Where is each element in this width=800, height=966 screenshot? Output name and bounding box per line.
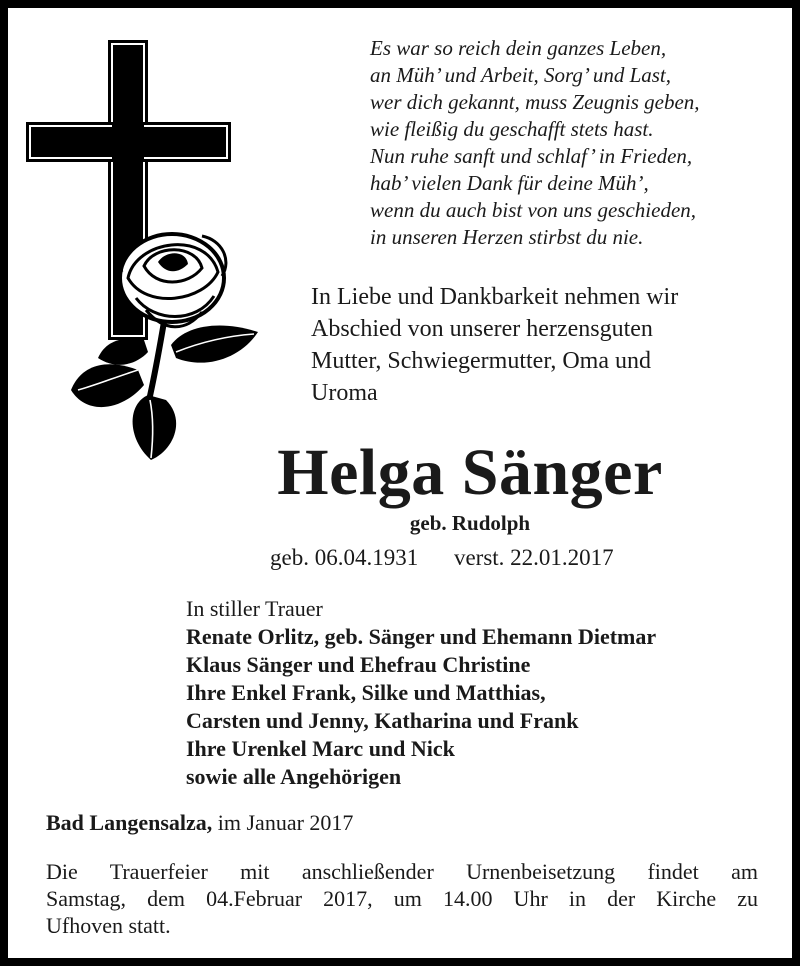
poem-line: hab’ vielen Dank für deine Müh’, — [370, 171, 649, 195]
mourner-line: Carsten und Jenny, Katharina und Frank — [186, 708, 579, 733]
intro-line: Mutter, Schwiegermutter, Oma und — [311, 348, 651, 374]
mourning-lead: In stiller Trauer — [186, 596, 323, 621]
intro-line: Abschied von unserer herzensguten — [311, 316, 653, 342]
death-date: verst. 22.01.2017 — [453, 545, 614, 570]
ceremony-line: Ufhoven statt. — [46, 913, 171, 938]
farewell-intro — [311, 281, 781, 409]
poem-line: wie fleißig du geschafft stets hast. — [370, 117, 654, 141]
intro-line: Uroma — [311, 380, 378, 406]
mourner-line: Renate Orlitz, geb. Sänger und Ehemann Dietmar — [186, 624, 657, 649]
poem-line: Nun ruhe sanft und schlaf’ in Frieden, — [370, 144, 693, 168]
mourner-line: Ihre Urenkel Marc und Nick — [186, 736, 455, 761]
place-and-date — [46, 809, 546, 837]
ceremony-line: Die Trauerfeier mit anschließender Urnenbeisetzung findet am — [46, 859, 758, 884]
deceased-name: Helga Sänger — [277, 436, 663, 509]
funeral-ceremony-info — [46, 858, 758, 939]
poem-line: Es war so reich dein ganzes Leben, — [370, 36, 667, 60]
birth-date: geb. 06.04.1931 — [270, 545, 419, 570]
mourner-line: Ihre Enkel Frank, Silke und Matthias, — [186, 680, 546, 705]
poem-line: wer dich gekannt, muss Zeugnis geben, — [370, 90, 700, 114]
intro-line: In Liebe und Dankbarkeit nehmen wir — [311, 284, 679, 310]
life-dates — [270, 543, 690, 573]
rose-icon — [71, 234, 258, 460]
notice-date: im Januar 2017 — [217, 810, 354, 835]
poem-line: wenn du auch bist von uns geschieden, — [370, 198, 697, 222]
mourner-line: sowie alle Angehörigen — [186, 764, 402, 789]
maiden-name: geb. Rudolph — [409, 511, 531, 535]
cross-and-rose-emblem — [26, 40, 276, 470]
poem-line: in unseren Herzen stirbst du nie. — [370, 225, 644, 249]
town-name: Bad Langensalza, — [46, 810, 213, 835]
memorial-poem — [370, 35, 780, 251]
poem-line: an Müh’ und Arbeit, Sorg’ und Last, — [370, 63, 672, 87]
mourner-line: Klaus Sänger und Ehefrau Christine — [186, 652, 531, 677]
ceremony-line: Samstag, dem 04.Februar 2017, um 14.00 Uhr in der Kirche zu — [46, 886, 758, 911]
mourners-list — [186, 595, 786, 791]
